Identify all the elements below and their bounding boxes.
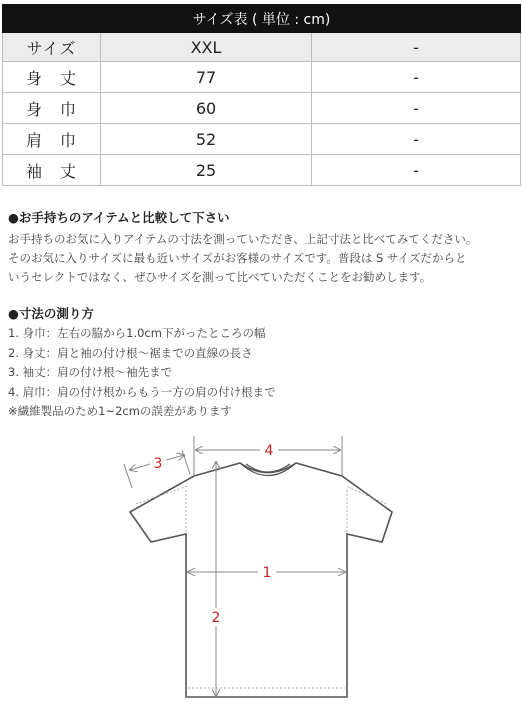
size-table [2,4,521,186]
row-label: 身 丈 [3,62,101,93]
header-other-value: - [312,33,521,62]
header-size-label: サイズ [3,33,101,62]
table-row [3,124,521,155]
row-value: 77 [101,62,312,93]
compare-line: いうセレクトではなく、ぜひサイズを測って比べていただくことをお勧めします。 [8,270,432,284]
sleeve-label: 3 [153,456,163,472]
list-item: 1. 身巾：左右の脇から1.0cm下がったところの幅 [8,326,266,340]
row-other: - [312,93,521,124]
row-value: 25 [101,155,312,186]
list-item: ※繊維製品のため1~2cmの誤差があります [8,404,232,418]
length-label: 2 [211,610,221,626]
tshirt-svg [0,430,522,709]
list-item: 3. 袖丈：肩の付け根～袖先まで [8,365,173,379]
row-other: - [312,155,521,186]
list-item: 4. 肩巾：肩の付け根からもう一方の肩の付け根まで [8,384,276,399]
table-title: サイズ表 ( 単位 : cm) [3,5,521,33]
list-item: 2. 身丈：肩と袖の付け根～裾までの直線の長さ [8,345,253,360]
row-label: 袖 丈 [3,155,101,186]
compare-line: お手持ちのお気に入りアイテムの寸法を測っていただき、上記寸法と比べてみてください。 [8,232,478,246]
row-label: 身 巾 [3,93,101,124]
compare-heading: ●お手持ちのアイテムと比較して下さい [8,210,230,225]
row-value: 60 [101,93,312,124]
measure-heading: ●寸法の測り方 [8,306,94,321]
tshirt-diagram [0,430,522,709]
compare-text [8,230,518,287]
header-size-value: XXL [101,33,312,62]
compare-line: そのお気に入りサイズに最も近いサイズがお客様のサイズです。普段は S サイズだからと [8,251,467,265]
table-header-row [3,33,521,62]
chest-label: 1 [262,565,272,581]
row-value: 52 [101,124,312,155]
row-label: 肩 巾 [3,124,101,155]
sleeve-arrow-left [130,464,150,470]
table-row [3,62,521,93]
measure-list [8,324,276,422]
shoulder-label: 4 [264,443,274,459]
tshirt-outline [130,463,392,697]
sleeve-arrow-right [166,455,184,460]
sleeve-guide-inner [182,450,190,474]
table-row [3,93,521,124]
table-row [3,155,521,186]
row-other: - [312,124,521,155]
row-other: - [312,62,521,93]
sleeve-guide-outer [124,464,132,488]
